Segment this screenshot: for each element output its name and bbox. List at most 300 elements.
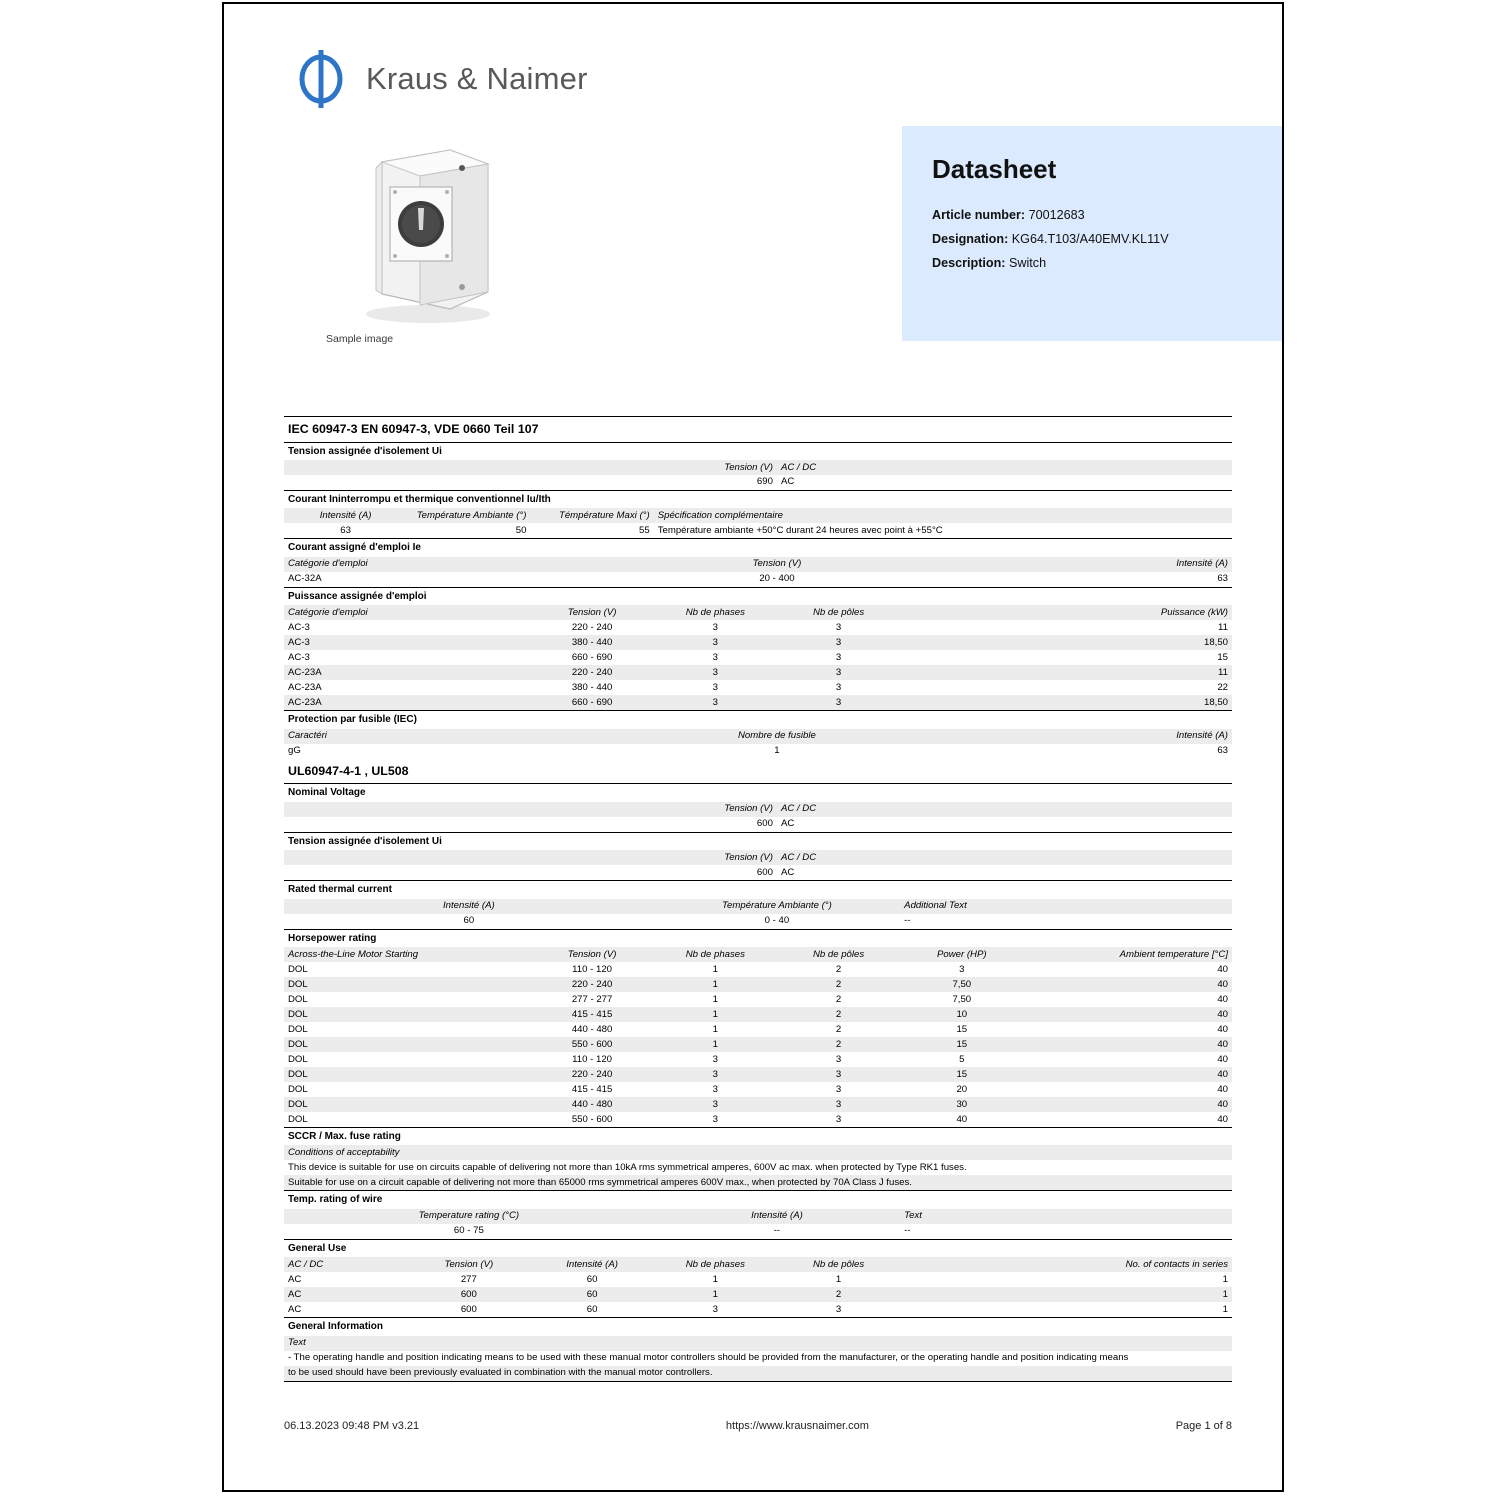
- section-title: Courant Ininterrompu et thermique conventionnel Iu/Ith: [284, 490, 1232, 508]
- table-cell: 60: [530, 1302, 653, 1317]
- column-header: Across-the-Line Motor Starting: [284, 947, 530, 962]
- designation-line: [932, 231, 1252, 248]
- table-cell: 415 - 415: [530, 1082, 653, 1097]
- table-cell: 2: [777, 1007, 900, 1022]
- table-row: [284, 620, 1232, 635]
- table-cell: - The operating handle and position indicating means to be used with these manual motor controllers should be provided from the manufacturer, or the operating handle and position indicating means: [284, 1351, 1232, 1366]
- table-cell: 1: [654, 1037, 777, 1052]
- table-cell: 40: [1023, 992, 1232, 1007]
- table-cell: 15: [900, 1037, 1023, 1052]
- section-title-row: [284, 832, 1232, 850]
- table-cell: --: [900, 1224, 1232, 1239]
- table-cell: 2: [777, 1037, 900, 1052]
- column-header-row: [284, 1336, 1232, 1351]
- column-header: Spécification complémentaire: [654, 508, 1232, 523]
- table-cell: 600: [654, 817, 777, 832]
- column-header: Nb de pôles: [777, 947, 900, 962]
- column-header: Nombre de fusible: [654, 729, 900, 744]
- table-cell: 3: [654, 620, 777, 635]
- section-title: Horsepower rating: [284, 929, 1232, 947]
- table-cell: 110 - 120: [530, 962, 653, 977]
- table-cell: Température ambiante +50°C durant 24 heures avec point à +55°C: [654, 523, 1232, 538]
- table-cell: 2: [777, 962, 900, 977]
- table-cell: AC: [777, 865, 900, 880]
- table-cell: 660 - 690: [530, 695, 653, 710]
- column-header-row: [284, 1257, 1232, 1272]
- column-header: Power (HP): [900, 947, 1023, 962]
- table-cell: 30: [900, 1097, 1023, 1112]
- table-cell: DOL: [284, 1052, 530, 1067]
- table-cell: [284, 865, 654, 880]
- table-row: [284, 1175, 1232, 1190]
- table-row: [284, 992, 1232, 1007]
- table-cell: 3: [777, 1302, 900, 1317]
- table-row: [284, 1302, 1232, 1317]
- table-cell: 15: [900, 650, 1232, 665]
- table-cell: DOL: [284, 962, 530, 977]
- table-cell: 11: [900, 665, 1232, 680]
- column-header-row: [284, 557, 1232, 572]
- table-cell: 3: [654, 1067, 777, 1082]
- table-cell: [1023, 817, 1232, 832]
- table-cell: 277: [407, 1272, 530, 1287]
- standard-title: UL60947-4-1 , UL508: [284, 759, 1232, 784]
- table-cell: 1: [777, 1272, 900, 1287]
- column-header: Tension (V): [530, 605, 653, 620]
- table-row: [284, 523, 1232, 538]
- designation-value: KG64.T103/A40EMV.KL11V: [1011, 232, 1169, 246]
- column-header: Intensité (A): [284, 899, 654, 914]
- column-header: Témpérature Maxi (°): [530, 508, 653, 523]
- column-header: Tension (V): [654, 460, 777, 475]
- table-cell: 3: [654, 680, 777, 695]
- description-label: Description:: [932, 256, 1006, 270]
- table-row: [284, 744, 1232, 759]
- standard-title: IEC 60947-3 EN 60947-3, VDE 0660 Teil 107: [284, 417, 1232, 442]
- table-cell: 40: [1023, 977, 1232, 992]
- section-title-row: [284, 587, 1232, 605]
- table-cell: 40: [1023, 1112, 1232, 1127]
- table-row: [284, 1097, 1232, 1112]
- table-cell: 50: [407, 523, 530, 538]
- phi-logo-icon: [294, 48, 348, 110]
- table-cell: DOL: [284, 1022, 530, 1037]
- table-cell: AC-23A: [284, 695, 530, 710]
- table-cell: 220 - 240: [530, 665, 653, 680]
- standard-title-row: [284, 417, 1232, 442]
- column-header: No. of contacts in series: [900, 1257, 1232, 1272]
- section-title-row: [284, 1191, 1232, 1209]
- table-row: [284, 977, 1232, 992]
- table-cell: --: [900, 914, 1232, 929]
- table-cell: 15: [900, 1067, 1023, 1082]
- table-cell: DOL: [284, 992, 530, 1007]
- description-value: Switch: [1008, 256, 1047, 270]
- table-cell: 3: [777, 695, 900, 710]
- section-title-row: [284, 1318, 1232, 1336]
- table-cell: 3: [777, 1067, 900, 1082]
- column-header-row: [284, 1209, 1232, 1224]
- table-cell: 40: [1023, 1037, 1232, 1052]
- table-cell: 1: [654, 1022, 777, 1037]
- footer-pagenum: Page 1 of 8: [1175, 1420, 1232, 1432]
- section-title-row: [284, 1127, 1232, 1145]
- column-header: Intensité (A): [654, 1209, 900, 1224]
- table-cell: 110 - 120: [530, 1052, 653, 1067]
- table-cell: 2: [777, 1287, 900, 1302]
- column-header-row: [284, 605, 1232, 620]
- table-cell: DOL: [284, 1097, 530, 1112]
- table-cell: 3: [654, 665, 777, 680]
- article-number-value: 70012683: [1028, 208, 1085, 222]
- table-cell: 15: [900, 1022, 1023, 1037]
- table-cell: 3: [777, 665, 900, 680]
- spec-table: [284, 417, 1232, 1381]
- table-cell: AC-32A: [284, 572, 654, 587]
- table-row: [284, 1287, 1232, 1302]
- column-header: Conditions of acceptability: [284, 1145, 1232, 1160]
- column-header: Intensité (A): [900, 729, 1232, 744]
- table-row: [284, 665, 1232, 680]
- table-cell: 40: [1023, 1007, 1232, 1022]
- table-cell: 1: [900, 1287, 1232, 1302]
- top-zone: [284, 142, 1232, 382]
- table-cell: 20: [900, 1082, 1023, 1097]
- table-row: [284, 1112, 1232, 1127]
- table-cell: 1: [654, 992, 777, 1007]
- table-cell: 63: [284, 523, 407, 538]
- datasheet-sheet: [222, 2, 1284, 1492]
- table-cell: 220 - 240: [530, 620, 653, 635]
- column-header: [900, 850, 1023, 865]
- table-cell: 3: [654, 695, 777, 710]
- table-cell: [1023, 475, 1232, 490]
- table-cell: [900, 865, 1023, 880]
- table-cell: 5: [900, 1052, 1023, 1067]
- column-header: Tension (V): [654, 557, 900, 572]
- product-image-block: [326, 142, 556, 345]
- table-cell: DOL: [284, 1112, 530, 1127]
- column-header: AC / DC: [777, 460, 900, 475]
- datasheet-info-box: [902, 126, 1282, 341]
- table-row: [284, 1366, 1232, 1381]
- column-header: Text: [284, 1336, 1232, 1351]
- table-row: [284, 914, 1232, 929]
- table-cell: DOL: [284, 1082, 530, 1097]
- table-row: [284, 1022, 1232, 1037]
- table-cell: 2: [777, 992, 900, 1007]
- column-header: Température Ambiante (°): [407, 508, 530, 523]
- datasheet-title: Datasheet: [932, 154, 1057, 184]
- table-cell: 1: [900, 1272, 1232, 1287]
- column-header: [900, 802, 1023, 817]
- table-row: [284, 1007, 1232, 1022]
- section-title-row: [284, 490, 1232, 508]
- table-cell: 3: [654, 1097, 777, 1112]
- column-header: Text: [900, 1209, 1232, 1224]
- table-row: [284, 865, 1232, 880]
- specification-tables: [284, 416, 1232, 1382]
- table-row: [284, 650, 1232, 665]
- section-title-row: [284, 711, 1232, 729]
- table-cell: 63: [900, 744, 1232, 759]
- table-cell: AC-23A: [284, 665, 530, 680]
- table-row: [284, 1160, 1232, 1175]
- column-header: [284, 460, 654, 475]
- column-header: Tension (V): [654, 802, 777, 817]
- table-cell: 220 - 240: [530, 1067, 653, 1082]
- table-cell: 600: [654, 865, 777, 880]
- table-cell: 60: [530, 1287, 653, 1302]
- table-cell: AC: [284, 1287, 407, 1302]
- brand-name: Kraus & Naimer: [366, 61, 588, 96]
- table-cell: 40: [1023, 1082, 1232, 1097]
- table-row: [284, 817, 1232, 832]
- column-header: Tension (V): [654, 850, 777, 865]
- table-cell: 3: [900, 962, 1023, 977]
- table-row: [284, 475, 1232, 490]
- table-cell: 3: [654, 650, 777, 665]
- table-cell: 1: [654, 1272, 777, 1287]
- table-cell: 40: [1023, 1067, 1232, 1082]
- section-title: Puissance assignée d'emploi: [284, 587, 1232, 605]
- sheet-content: [284, 42, 1232, 1382]
- table-cell: [900, 475, 1023, 490]
- table-cell: to be used should have been previously evaluated in combination with the manual motor controllers.: [284, 1366, 1232, 1381]
- table-cell: [284, 817, 654, 832]
- column-header: Caractéri: [284, 729, 654, 744]
- table-cell: DOL: [284, 977, 530, 992]
- column-header: AC / DC: [777, 802, 900, 817]
- description-line: [932, 255, 1252, 272]
- table-row: [284, 1052, 1232, 1067]
- footer-url: https://www.krausnaimer.com: [725, 1420, 869, 1432]
- table-cell: 277 - 277: [530, 992, 653, 1007]
- table-row: [284, 1272, 1232, 1287]
- table-cell: 550 - 600: [530, 1037, 653, 1052]
- table-cell: Suitable for use on a circuit capable of delivering not more than 65000 rms symmetrical amperes 600V max., when protected by 70A Class J fuses.: [284, 1175, 1232, 1190]
- table-cell: 40: [1023, 962, 1232, 977]
- column-header: Intensité (A): [284, 508, 407, 523]
- table-cell: 3: [654, 635, 777, 650]
- table-cell: 440 - 480: [530, 1097, 653, 1112]
- column-header: Nb de phases: [654, 1257, 777, 1272]
- column-header-row: [284, 947, 1232, 962]
- table-cell: 22: [900, 680, 1232, 695]
- article-number-line: [932, 207, 1252, 224]
- table-cell: [1023, 865, 1232, 880]
- table-cell: 2: [777, 977, 900, 992]
- column-header: [284, 802, 654, 817]
- article-number-label: Article number:: [932, 208, 1026, 222]
- table-cell: 60: [284, 914, 654, 929]
- column-header: Intensité (A): [900, 557, 1232, 572]
- table-cell: 20 - 400: [654, 572, 900, 587]
- section-title: Rated thermal current: [284, 881, 1232, 899]
- table-cell: 3: [654, 1302, 777, 1317]
- table-cell: 3: [654, 1112, 777, 1127]
- table-cell: AC-3: [284, 635, 530, 650]
- column-header: Température Ambiante (°): [654, 899, 900, 914]
- column-header: Catégorie d'emploi: [284, 557, 654, 572]
- table-cell: 11: [900, 620, 1232, 635]
- table-row: [284, 1351, 1232, 1366]
- column-header: Puissance (kW): [900, 605, 1232, 620]
- table-cell: 55: [530, 523, 653, 538]
- table-cell: 220 - 240: [530, 977, 653, 992]
- footer-timestamp: 06.13.2023 09:48 PM v3.21: [284, 1420, 420, 1432]
- section-title-row: [284, 442, 1232, 460]
- column-header: [1023, 460, 1232, 475]
- column-header: Temperature rating (°C): [284, 1209, 654, 1224]
- table-cell: --: [654, 1224, 900, 1239]
- section-title: SCCR / Max. fuse rating: [284, 1127, 1232, 1145]
- table-cell: 60: [530, 1272, 653, 1287]
- section-title: Temp. rating of wire: [284, 1191, 1232, 1209]
- table-cell: 415 - 415: [530, 1007, 653, 1022]
- table-row: [284, 680, 1232, 695]
- table-cell: gG: [284, 744, 654, 759]
- table-cell: AC: [777, 817, 900, 832]
- section-title-row: [284, 539, 1232, 557]
- table-cell: 3: [654, 1082, 777, 1097]
- sample-image-caption: Sample image: [326, 333, 394, 345]
- section-title: Nominal Voltage: [284, 784, 1232, 802]
- section-title: General Use: [284, 1239, 1232, 1257]
- section-title-row: [284, 929, 1232, 947]
- table-cell: 550 - 600: [530, 1112, 653, 1127]
- table-row: [284, 635, 1232, 650]
- column-header: Nb de pôles: [777, 605, 900, 620]
- table-cell: 1: [654, 744, 900, 759]
- section-title: Courant assigné d'emploi Ie: [284, 539, 1232, 557]
- column-header-row: [284, 850, 1232, 865]
- table-cell: 3: [777, 1082, 900, 1097]
- table-cell: DOL: [284, 1037, 530, 1052]
- table-cell: 380 - 440: [530, 635, 653, 650]
- table-cell: DOL: [284, 1067, 530, 1082]
- table-cell: 1: [654, 977, 777, 992]
- table-row: [284, 1067, 1232, 1082]
- section-title: Protection par fusible (IEC): [284, 711, 1232, 729]
- column-header: Intensité (A): [530, 1257, 653, 1272]
- column-header: Nb de phases: [654, 947, 777, 962]
- table-cell: 3: [777, 1097, 900, 1112]
- table-cell: AC: [284, 1272, 407, 1287]
- table-cell: 60 - 75: [284, 1224, 654, 1239]
- table-cell: 440 - 480: [530, 1022, 653, 1037]
- column-header: Tension (V): [407, 1257, 530, 1272]
- table-cell: 690: [654, 475, 777, 490]
- table-cell: AC-3: [284, 650, 530, 665]
- column-header: AC / DC: [284, 1257, 407, 1272]
- table-cell: 1: [900, 1302, 1232, 1317]
- table-cell: 10: [900, 1007, 1023, 1022]
- column-header: [900, 460, 1023, 475]
- section-title: Tension assignée d'isolement Ui: [284, 832, 1232, 850]
- table-cell: AC: [284, 1302, 407, 1317]
- table-cell: DOL: [284, 1007, 530, 1022]
- column-header-row: [284, 802, 1232, 817]
- table-cell: 7,50: [900, 992, 1023, 1007]
- column-header: AC / DC: [777, 850, 900, 865]
- table-cell: This device is suitable for use on circuits capable of delivering not more than 10kA rms symmetrical amperes, 600V ac max. when protected by Type RK1 fuses.: [284, 1160, 1232, 1175]
- column-header: Additional Text: [900, 899, 1232, 914]
- table-row: [284, 1037, 1232, 1052]
- table-cell: 600: [407, 1302, 530, 1317]
- table-cell: 3: [777, 650, 900, 665]
- column-header-row: [284, 729, 1232, 744]
- table-row: [284, 1224, 1232, 1239]
- section-title-row: [284, 784, 1232, 802]
- section-title: General Information: [284, 1318, 1232, 1336]
- table-cell: 40: [900, 1112, 1023, 1127]
- table-row: [284, 1082, 1232, 1097]
- column-header: Tension (V): [530, 947, 653, 962]
- column-header-row: [284, 899, 1232, 914]
- column-header: [284, 850, 654, 865]
- table-cell: AC-3: [284, 620, 530, 635]
- table-row: [284, 962, 1232, 977]
- table-row: [284, 695, 1232, 710]
- table-cell: 63: [900, 572, 1232, 587]
- table-cell: 3: [777, 635, 900, 650]
- table-cell: [284, 475, 654, 490]
- table-cell: 3: [654, 1052, 777, 1067]
- column-header: Ambient temperature [°C]: [1023, 947, 1232, 962]
- page-footer: [284, 1420, 1232, 1432]
- switch-enclosure-image: [338, 142, 528, 327]
- table-cell: 3: [777, 1112, 900, 1127]
- column-header-row: [284, 460, 1232, 475]
- table-cell: 18,50: [900, 695, 1232, 710]
- column-header: Nb de phases: [654, 605, 777, 620]
- table-cell: 600: [407, 1287, 530, 1302]
- table-cell: 1: [654, 1007, 777, 1022]
- table-row: [284, 572, 1232, 587]
- table-cell: AC: [777, 475, 900, 490]
- section-title-row: [284, 1239, 1232, 1257]
- column-header: [1023, 802, 1232, 817]
- column-header: Catégorie d'emploi: [284, 605, 530, 620]
- column-header: [1023, 850, 1232, 865]
- standard-title-row: [284, 759, 1232, 784]
- column-header-row: [284, 508, 1232, 523]
- table-cell: 7,50: [900, 977, 1023, 992]
- designation-label: Designation:: [932, 232, 1009, 246]
- table-cell: 1: [654, 962, 777, 977]
- table-cell: 40: [1023, 1052, 1232, 1067]
- table-cell: AC-23A: [284, 680, 530, 695]
- section-title-row: [284, 881, 1232, 899]
- section-title: Tension assignée d'isolement Ui: [284, 442, 1232, 460]
- column-header: Nb de pôles: [777, 1257, 900, 1272]
- table-cell: 2: [777, 1022, 900, 1037]
- table-cell: 380 - 440: [530, 680, 653, 695]
- table-cell: 3: [777, 680, 900, 695]
- table-cell: 18,50: [900, 635, 1232, 650]
- table-cell: 660 - 690: [530, 650, 653, 665]
- table-cell: 3: [777, 1052, 900, 1067]
- table-cell: 40: [1023, 1022, 1232, 1037]
- table-cell: 1: [654, 1287, 777, 1302]
- brand-header: [294, 42, 1232, 116]
- column-header-row: [284, 1145, 1232, 1160]
- table-cell: 0 - 40: [654, 914, 900, 929]
- table-cell: 3: [777, 620, 900, 635]
- table-cell: [900, 817, 1023, 832]
- table-cell: 40: [1023, 1097, 1232, 1112]
